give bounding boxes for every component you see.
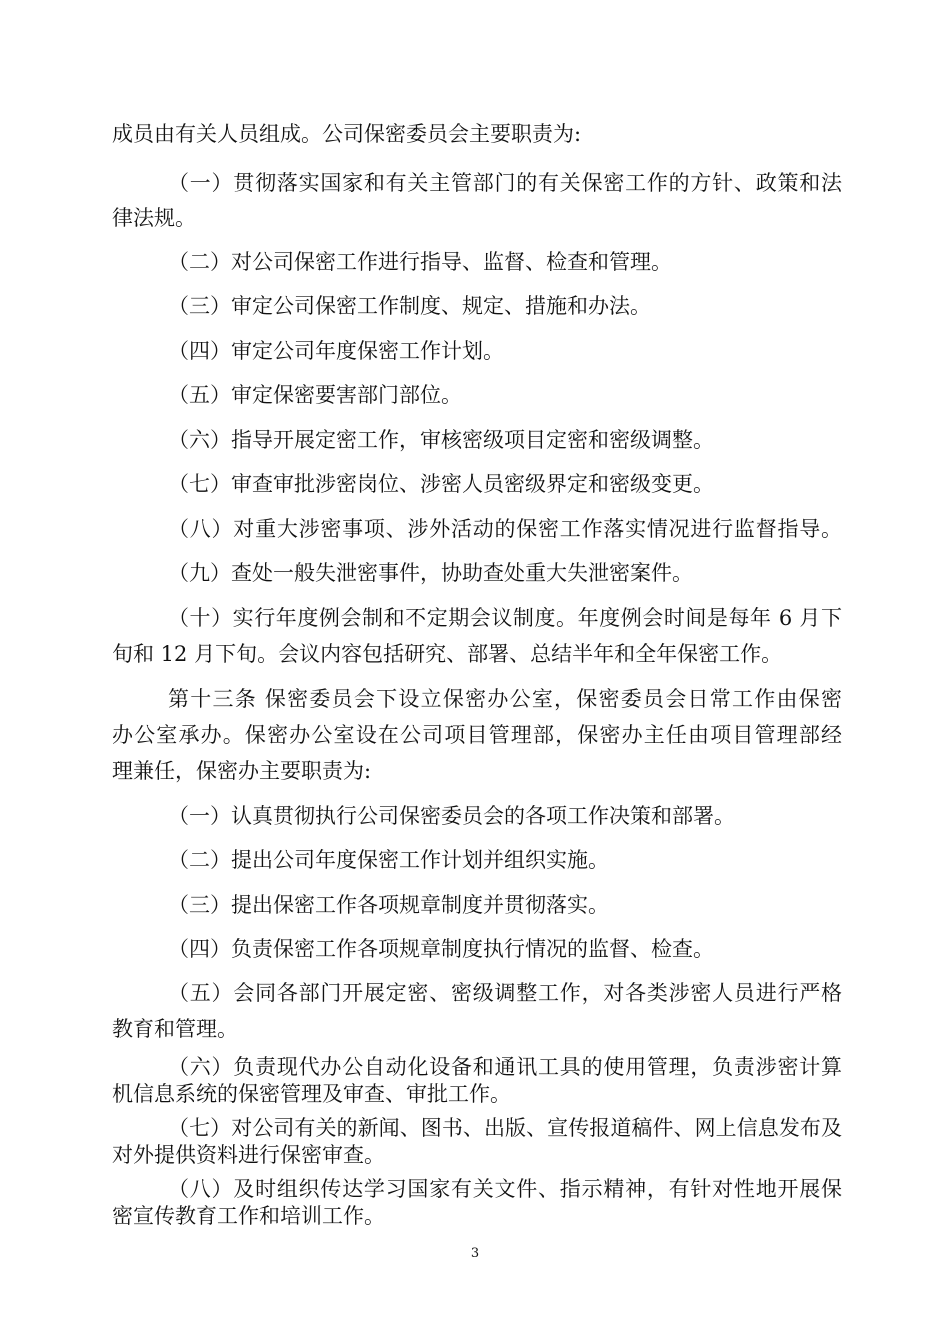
text-line: （五）会同各部门开展定密、密级调整工作，对各类涉密人员进行严格 — [168, 981, 842, 1005]
text-line: 密宣传教育工作和培训工作。 — [112, 1204, 385, 1228]
text-line: （五）审定保密要害部门部位。 — [168, 383, 462, 407]
text-line: 机信息系统的保密管理及审查、审批工作。 — [112, 1082, 511, 1106]
text-line: （六）负责现代办公自动化设备和通讯工具的使用管理，负责涉密计算 — [168, 1055, 842, 1079]
text-line: （七）对公司有关的新闻、图书、出版、宣传报道稿件、网上信息发布及 — [168, 1116, 842, 1140]
text-line: 旬和 12 月下旬。会议内容包括研究、部署、总结半年和全年保密工作。 — [112, 642, 783, 666]
text-line: 成员由有关人员组成。公司保密委员会主要职责为: — [112, 122, 582, 146]
text-line: （四）负责保密工作各项规章制度执行情况的监督、检查。 — [168, 937, 714, 961]
page-number: 3 — [470, 1246, 480, 1261]
text-line: 律法规。 — [112, 206, 196, 230]
text-line: 理兼任，保密办主要职责为: — [112, 759, 372, 783]
text-line: （八）及时组织传达学习国家有关文件、指示精神，有针对性地开展保 — [168, 1177, 842, 1201]
text-line: （四）审定公司年度保密工作计划。 — [168, 339, 504, 363]
text-line: （二）对公司保密工作进行指导、监督、检查和管理。 — [168, 250, 672, 274]
text-line: 教育和管理。 — [112, 1017, 238, 1041]
text-line: （三）审定公司保密工作制度、规定、措施和办法。 — [168, 294, 651, 318]
text-line: 第十三条 保密委员会下设立保密办公室，保密委员会日常工作由保密 — [168, 687, 842, 711]
text-line: 办公室承办。保密办公室设在公司项目管理部，保密办主任由项目管理部经 — [112, 723, 842, 747]
text-line: （三）提出保密工作各项规章制度并贯彻落实。 — [168, 893, 609, 917]
text-line: （一）认真贯彻执行公司保密委员会的各项工作决策和部署。 — [168, 804, 735, 828]
text-line: （十）实行年度例会制和不定期会议制度。年度例会时间是每年 6 月下 — [168, 606, 842, 630]
text-line: （二）提出公司年度保密工作计划并组织实施。 — [168, 848, 609, 872]
text-line: 对外提供资料进行保密审查。 — [112, 1143, 385, 1167]
text-line: （七）审查审批涉密岗位、涉密人员密级界定和密级变更。 — [168, 472, 714, 496]
text-line: （九）查处一般失泄密事件，协助查处重大失泄密案件。 — [168, 561, 693, 585]
text-line: （一）贯彻落实国家和有关主管部门的有关保密工作的方针、政策和法 — [168, 171, 842, 195]
text-line: （八）对重大涉密事项、涉外活动的保密工作落实情况进行监督指导。 — [168, 517, 842, 541]
text-line: （六）指导开展定密工作，审核密级项目定密和密级调整。 — [168, 428, 714, 452]
